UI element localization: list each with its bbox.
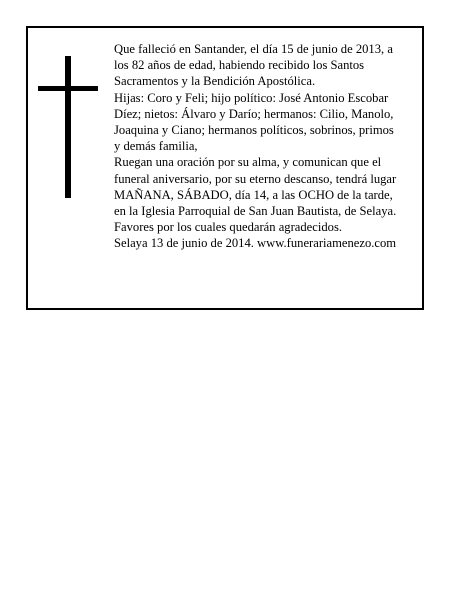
notice-line-date-time: MAÑANA, SÁBADO, día 14, a las OCHO de la tarde, xyxy=(114,187,393,202)
notice-line-thanks: Favores por los cuales quedarán agradecidos. xyxy=(114,220,343,235)
notice-line-church: en la Iglesia Parroquial de San Juan Bautista, de Selaya. xyxy=(114,204,397,219)
notice-text xyxy=(114,41,424,252)
notice-line-siblings: Joaquina y Ciano; hermanos políticos, sobrinos, primos xyxy=(114,123,394,138)
notice-line-family: y demás familia, xyxy=(114,139,198,154)
notice-line-signature: Selaya 13 de junio de 2014. www.funerariamenezo.com xyxy=(114,236,397,251)
notice-line-age: los 82 años de edad, habiendo recibido los Santos xyxy=(114,58,365,73)
latin-cross-icon xyxy=(38,56,98,198)
notice-line-grandchildren: Díez; nietos: Álvaro y Darío; hermanos: Cilio, Manolo, xyxy=(114,106,394,121)
notice-line-death: Que falleció en Santander, el día 15 de junio de 2013, a xyxy=(114,42,393,56)
notice-line-sacraments: Sacramentos y la Bendición Apostólica. xyxy=(114,74,316,89)
notice-line-prayer: Ruegan una oración por su alma, y comunican que el xyxy=(114,155,382,170)
notice-line-funeral: funeral aniversario, por su eterno descanso, tendrá lugar xyxy=(114,171,397,186)
cross-horizontal-bar xyxy=(38,86,98,91)
obituary-notice xyxy=(26,26,424,310)
notice-line-daughters: Hijas: Coro y Feli; hijo político: José Antonio Escobar xyxy=(114,90,389,105)
cross-vertical-bar xyxy=(65,56,71,198)
